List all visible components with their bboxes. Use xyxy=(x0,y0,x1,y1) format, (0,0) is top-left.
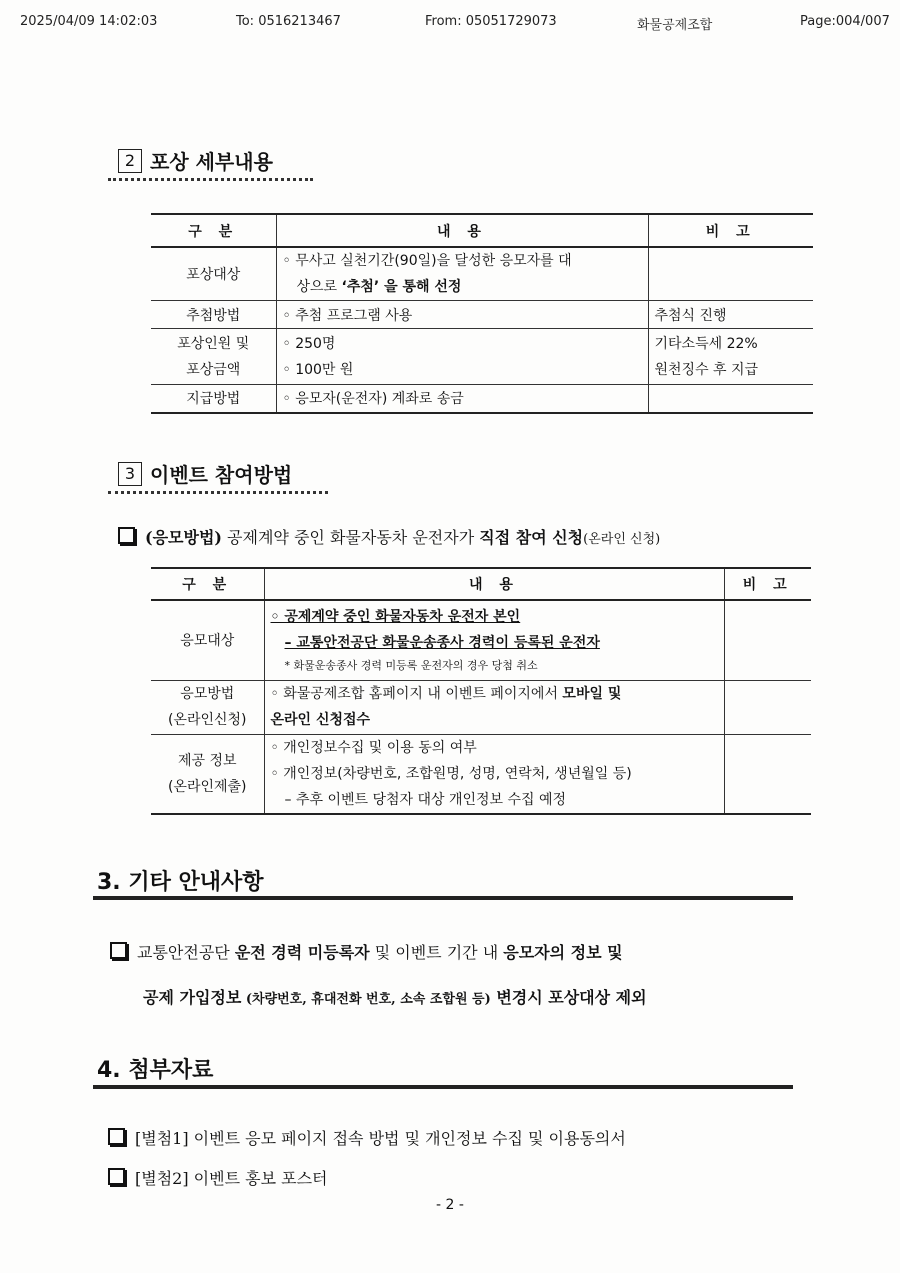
attachment-item xyxy=(108,1166,327,1189)
header-note: 비 고 xyxy=(724,568,811,600)
checkbox-bullet-icon xyxy=(110,942,127,959)
table-row xyxy=(151,301,813,329)
row-category: 응모대상 xyxy=(151,600,264,680)
row-note xyxy=(724,680,811,734)
content-emphasis: 모바일 및 xyxy=(562,686,622,702)
notice-line-2 xyxy=(143,985,647,1008)
category-line: (온라인제출) xyxy=(167,778,247,795)
checkbox-bullet-icon xyxy=(118,527,135,544)
header-content: 내 용 xyxy=(264,568,724,600)
notice-emphasis: 변경시 포상대상 제외 xyxy=(490,988,647,1007)
section2-title-text: 포상 세부내용 xyxy=(150,150,273,174)
fax-header xyxy=(0,14,900,34)
row-category: 포상대상 xyxy=(151,247,276,301)
notice-detail: (차량번호, 휴대전화 번호, 소속 조합원 등) xyxy=(241,992,491,1007)
bullet-suffix: (온라인 신청) xyxy=(583,532,661,547)
table-row xyxy=(151,734,811,814)
row-content xyxy=(276,247,648,301)
checkbox-bullet-icon xyxy=(108,1168,125,1185)
category-line: 응모방법 xyxy=(180,686,235,702)
fax-from: From: 05051729073 xyxy=(425,14,557,29)
content-line: ◦ 100만 원 xyxy=(282,361,354,378)
row-note xyxy=(648,385,813,413)
row-note: 추첨식 진행 xyxy=(648,301,813,329)
page-number: - 2 - xyxy=(436,1197,464,1213)
category-line: (온라인신청) xyxy=(167,712,247,728)
row-note xyxy=(648,247,813,301)
bullet-label: (응모방법) xyxy=(145,528,222,547)
table-row xyxy=(151,247,813,301)
table-row xyxy=(151,329,813,385)
content-line: ◦ 개인정보(차량번호, 조합원명, 성명, 연락처, 생년월일 등) xyxy=(270,765,632,782)
header-note: 비 고 xyxy=(648,214,813,247)
note-line: 기타소득세 22% xyxy=(654,335,758,352)
row-content: ◦ 응모자(운전자) 계좌로 송금 xyxy=(276,385,648,413)
fax-datetime: 2025/04/09 14:02:03 xyxy=(20,14,158,29)
fax-page: Page:004/007 xyxy=(800,14,890,29)
content-line xyxy=(271,681,718,707)
bullet-emphasis: 직접 참여 신청 xyxy=(479,528,584,547)
row-note xyxy=(724,734,811,814)
row-category: 추첨방법 xyxy=(151,301,276,329)
notice-emphasis: 응모자의 정보 및 xyxy=(503,943,623,962)
table-header-row xyxy=(151,214,813,247)
attachments-rule xyxy=(93,1085,793,1089)
attachment-item xyxy=(108,1126,626,1149)
attachment-label: [별첨1] 이벤트 응모 페이지 접속 방법 및 개인정보 수집 및 이용동의서 xyxy=(135,1129,626,1148)
category-line: 포상인원 및 xyxy=(177,335,250,352)
row-content xyxy=(276,329,648,385)
section3-title xyxy=(118,459,292,488)
row-category xyxy=(151,329,276,385)
content-line: ◦ 공제계약 중인 화물자동차 운전자 본인 xyxy=(270,609,521,626)
bullet-text: 공제계약 중인 화물자동차 운전자가 xyxy=(221,528,480,547)
category-line: 제공 정보 xyxy=(177,752,237,769)
content-line: ◦ 250명 xyxy=(282,335,336,352)
content-text: ◦ 화물공제조합 홈페이지 내 이벤트 페이지에서 xyxy=(270,686,563,702)
section2-rule xyxy=(108,178,313,181)
notice-text: 및 이벤트 기간 내 xyxy=(369,943,504,962)
content-emphasis: ‘추첨’ 을 통해 선정 xyxy=(341,279,462,295)
other-notices-title: 3. 기타 안내사항 xyxy=(97,870,264,895)
section3-title-text: 이벤트 참여방법 xyxy=(150,463,293,487)
header-category: 구 분 xyxy=(151,568,264,600)
row-content xyxy=(264,680,724,734)
section3-number: 3 xyxy=(118,462,142,486)
content-note: * 화물운송종사 경력 미등록 운전자의 경우 당첨 취소 xyxy=(284,659,538,673)
table-row xyxy=(151,680,811,734)
apply-method-bullet xyxy=(118,525,660,548)
row-category xyxy=(151,734,264,814)
row-content xyxy=(264,600,724,680)
attachments-title: 4. 첨부자료 xyxy=(97,1058,214,1083)
notice-emphasis: 운전 경력 미등록자 xyxy=(234,943,370,962)
content-line: – 추후 이벤트 당첨자 대상 개인정보 수집 예정 xyxy=(284,791,567,808)
fax-to: To: 0516213467 xyxy=(236,14,341,29)
content-line: ◦ 무사고 실천기간(90일)을 달성한 응모자를 대 xyxy=(282,253,572,269)
table-row xyxy=(151,600,811,680)
category-line: 포상금액 xyxy=(186,361,241,378)
content-line xyxy=(283,274,642,300)
table-header-row xyxy=(151,568,811,600)
row-content xyxy=(264,734,724,814)
section2-number: 2 xyxy=(118,149,142,173)
header-category: 구 분 xyxy=(151,214,276,247)
content-text: 상으로 xyxy=(296,279,342,295)
row-category: 지급방법 xyxy=(151,385,276,413)
fax-sender: 화물공제조합 xyxy=(637,18,713,33)
row-note xyxy=(724,600,811,680)
participation-table xyxy=(151,567,811,815)
attachment-label: [별첨2] 이벤트 홍보 포스터 xyxy=(135,1169,328,1188)
notice-text: 교통안전공단 xyxy=(137,943,235,962)
content-line: – 교통안전공단 화물운송종사 경력이 등록된 운전자 xyxy=(284,635,600,652)
row-content: ◦ 추첨 프로그램 사용 xyxy=(276,301,648,329)
checkbox-bullet-icon xyxy=(108,1128,125,1145)
section2-title xyxy=(118,146,273,175)
header-content: 내 용 xyxy=(276,214,648,247)
other-notices-rule xyxy=(93,896,793,900)
notice-line-1 xyxy=(110,940,623,963)
content-line: 온라인 신청접수 xyxy=(270,712,371,728)
section3-rule xyxy=(108,491,328,494)
content-line: ◦ 개인정보수집 및 이용 동의 여부 xyxy=(270,739,477,756)
reward-table xyxy=(151,213,813,414)
row-category xyxy=(151,680,264,734)
notice-emphasis: 공제 가입정보 xyxy=(143,988,242,1007)
row-note xyxy=(648,329,813,385)
note-line: 원천징수 후 지급 xyxy=(654,361,759,378)
table-row xyxy=(151,385,813,413)
